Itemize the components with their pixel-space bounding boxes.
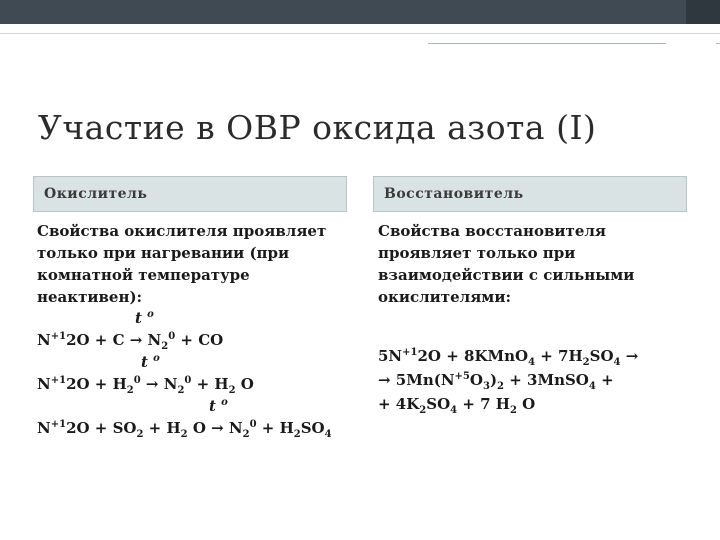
equation-3: $N^{+1}2O + SO_2 + H_2$ $O \to N_2^0 + H_2SO_4$ — [37, 419, 332, 440]
equation-1: $N^{+1}2O + C \to N_2^0$ + CO — [37, 331, 224, 352]
reducer-equation-line-2: → $5Mn(N^{+5}O_3)_2$ + 3MnSO$_4$ + — [378, 371, 614, 392]
reducer-column — [378, 220, 698, 416]
oxidizer-description: Свойства окислителя проявляет только при нагревании (при комнатной температуре неактивен): — [37, 222, 327, 306]
slide-title: Участие в ОВР оксида азота (I) — [38, 108, 597, 147]
condition-label — [37, 308, 355, 328]
top-bar — [0, 0, 720, 24]
oxidizer-column — [37, 220, 355, 440]
condition-label: t $^o$ — [141, 353, 160, 371]
equation-2: $N^{+1}2O + H_2^0 \to N_2^0 + H_2$ O — [37, 375, 254, 396]
reducer-equation-line-1: $5N^{+1}2O$ + 8KMnO$_4$ + $7H_2SO_4$ → — [378, 347, 639, 368]
oxidizer-header: Окислитель — [33, 176, 347, 212]
decor-line — [0, 33, 720, 34]
reducer-equation-line-3: + $4K_2SO_4 + 7$ $H_2$ O — [378, 395, 536, 416]
reducer-header: Восстановитель — [373, 176, 687, 212]
condition-label: t $^o$ — [209, 397, 228, 415]
condition-degree: o — [147, 309, 154, 320]
reducer-description: Свойства восстановителя проявляет только при взаимодействии с сильными окислителями: — [378, 222, 635, 306]
decor-line-right — [716, 43, 720, 44]
decor-line-short — [428, 43, 666, 44]
top-bar-accent — [686, 0, 720, 24]
condition-t: t — [135, 309, 142, 327]
